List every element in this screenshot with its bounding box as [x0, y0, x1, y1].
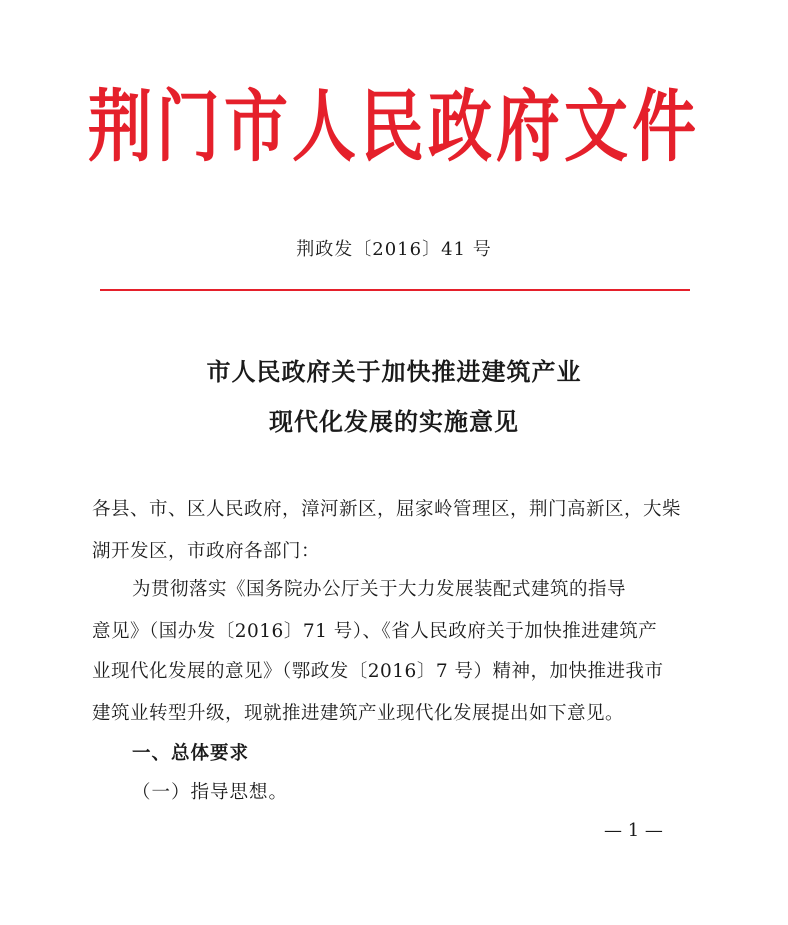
addressee-line-1: 各县、市、区人民政府，漳河新区，屈家岭管理区，荆门高新区，大柴	[92, 499, 682, 520]
document-number: 荆政发〔2016〕41 号	[296, 239, 492, 260]
body-paragraph-line-1: 为贯彻落实《国务院办公厅关于大力发展装配式建筑的指导	[132, 579, 627, 600]
addressee-line-2: 湖开发区，市政府各部门：	[92, 541, 321, 562]
body-paragraph-line-4: 建筑业转型升级，现就推进建筑产业现代化发展提出如下意见。	[92, 703, 625, 724]
section-heading: 一、总体要求	[132, 743, 250, 764]
subsection-heading: （一）指导思想。	[132, 782, 289, 803]
masthead-title: 荆门市人民政府文件	[88, 82, 700, 174]
page-number: — 1 —	[604, 820, 663, 841]
body-paragraph-line-3: 业现代化发展的意见》（鄂政发〔2016〕7 号）精神，加快推进我市	[92, 661, 664, 682]
body-paragraph-line-2: 意见》（国办发〔2016〕71 号）、《省人民政府关于加快推进建筑产	[92, 621, 658, 642]
document-title-line-1: 市人民政府关于加快推进建筑产业	[206, 357, 582, 386]
red-divider-line	[100, 289, 690, 291]
document-title-line-2: 现代化发展的实施意见	[269, 407, 519, 436]
